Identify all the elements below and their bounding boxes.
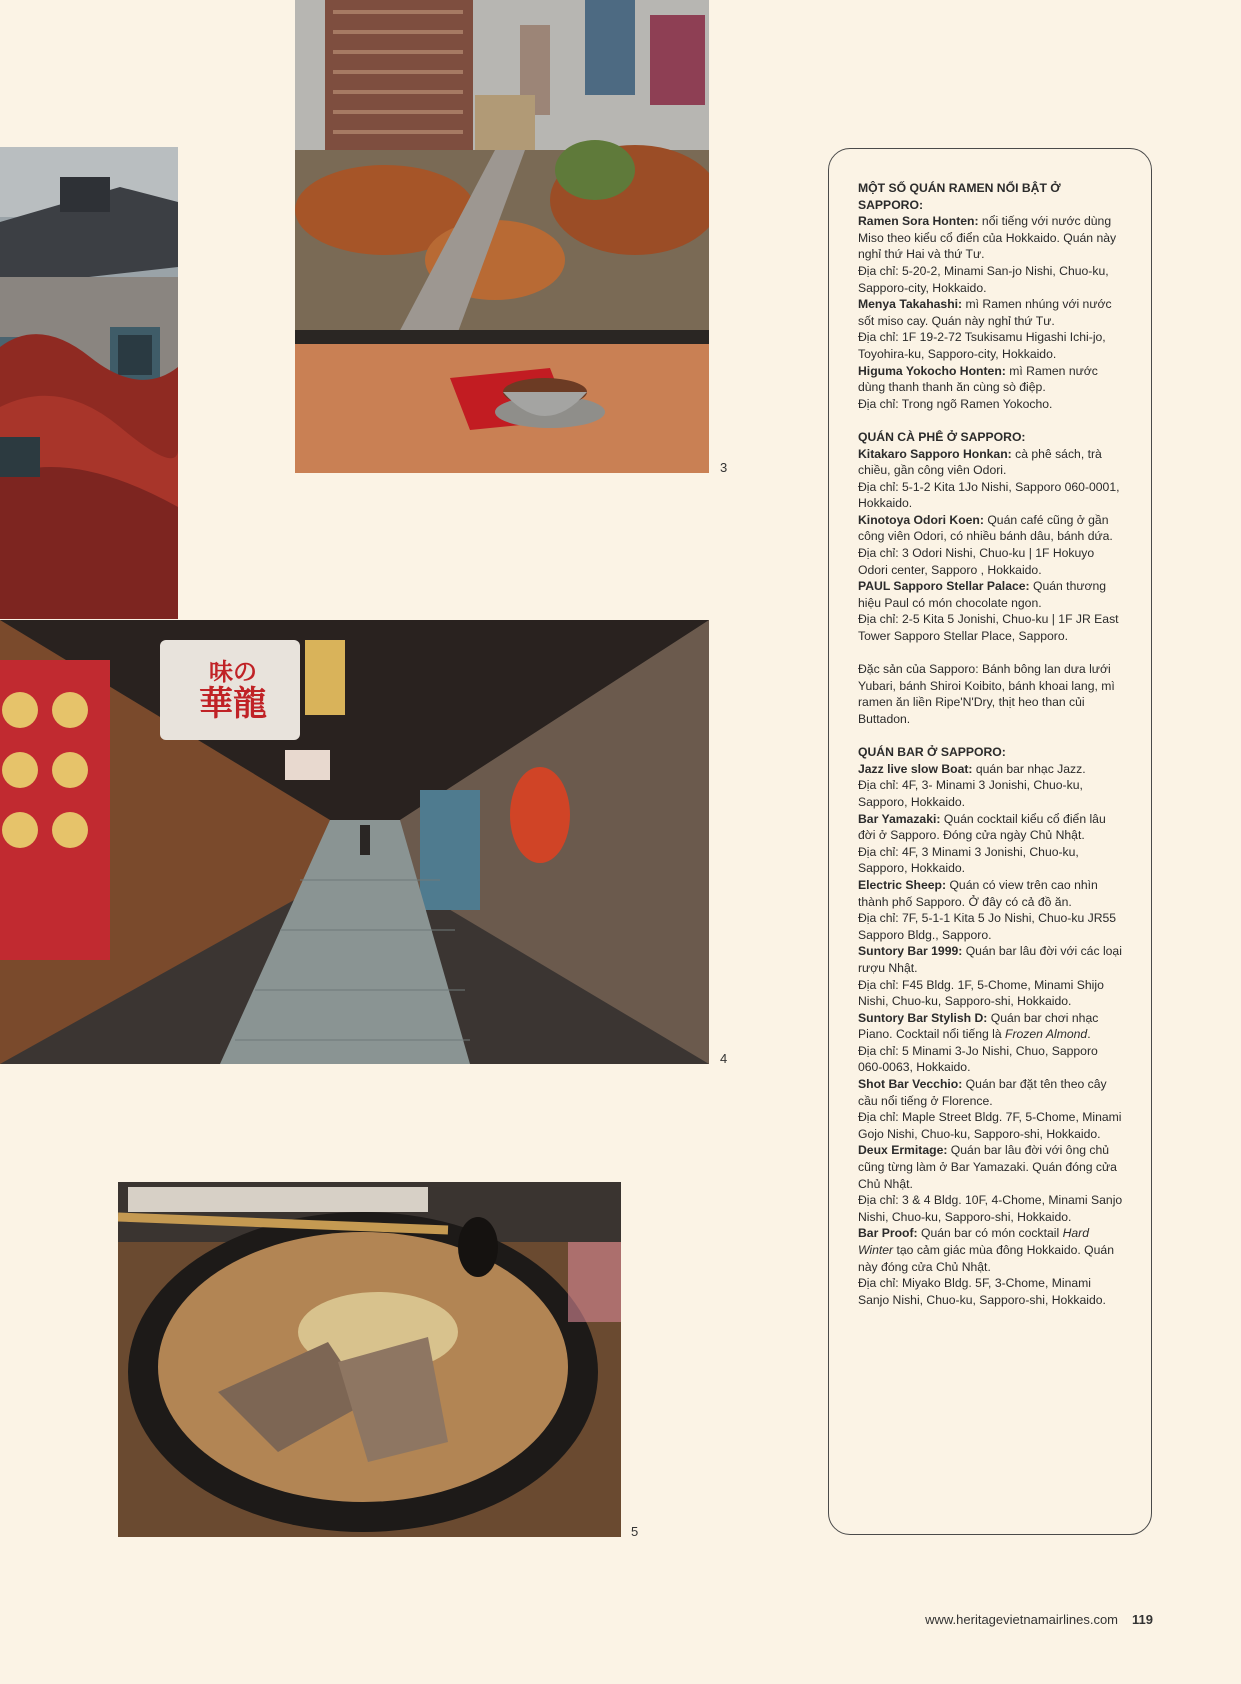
venue-entry: [858, 1142, 1123, 1225]
venue-description: nổi tiếng với nước dùng Miso theo kiểu cổ điển của Hokkaido. Quán này nghỉ thứ Hai và thứ Tư.: [858, 214, 1117, 262]
venue-name: Kinotoya Odori Koen:: [858, 512, 984, 527]
specialty-text: Đặc sản của Sapporo: Bánh bông lan dưa lưới Yubari, bánh Shiroi Koibito, bánh khoai lang, mì ramen ăn liền Ripe'N'Dry, thịt heo than củi Buttadon.: [858, 662, 1115, 726]
venue-description: Quán café cũng ở gần công viên Odori, có nhiều bánh dâu, bánh dứa.: [858, 512, 1113, 544]
venue-description: Quán thương hiệu Paul có món chocolate ngon.: [858, 579, 1107, 610]
venue-entry: [858, 943, 1123, 1009]
venue-address: Địa chỉ: Miyako Bldg. 5F, 3-Chome, Minami Sanjo Nishi, Chuo-ku, Sapporo-shi, Hokkaido.: [858, 1276, 1106, 1307]
venue-address: Địa chỉ: Trong ngõ Ramen Yokocho.: [858, 396, 1053, 411]
venue-entry: [858, 1010, 1123, 1076]
page-number: 119: [1132, 1612, 1153, 1627]
photo-sapporo-city-view: [295, 0, 709, 473]
venue-description: Quán có view trên cao nhìn thành phố Sapporo. Ở đây có cả đồ ăn.: [858, 877, 1098, 909]
bar-section-title: QUÁN BAR Ở SAPPORO:: [858, 745, 1006, 760]
venue-description: Quán bar lâu đời với các loại rượu Nhật.: [858, 944, 1122, 975]
venue-name: Bar Proof:: [858, 1226, 918, 1241]
venue-entry: [858, 213, 1123, 296]
venue-name: Bar Yamazaki:: [858, 811, 941, 826]
venue-entry: [858, 1225, 1123, 1308]
photo-ramen-alley: [0, 620, 709, 1064]
venue-name: Menya Takahashi:: [858, 297, 963, 312]
venue-name: Kitakaro Sapporo Honkan:: [858, 446, 1012, 461]
venue-description: Quán cocktail kiểu cổ điển lâu đời ở Sapporo. Đóng cửa ngày Chủ Nhật.: [858, 811, 1106, 843]
venue-entry: [858, 512, 1123, 578]
cafe-section-title: QUÁN CÀ PHÊ Ở SAPPORO:: [858, 429, 1026, 444]
cafe-list: [858, 446, 1123, 645]
venue-entry: [858, 877, 1123, 943]
venue-name: Suntory Bar 1999:: [858, 944, 963, 959]
venue-entry: [858, 761, 1123, 811]
venue-address: Địa chỉ: 5-1-2 Kita 1Jo Nishi, Sapporo 060-0001, Hokkaido.: [858, 479, 1120, 511]
venue-entry: [858, 296, 1123, 362]
caption-number-4: 4: [720, 1051, 728, 1066]
venue-description-tail: tạo cảm giác mùa đông Hokkaido. Quán này đóng cửa Chủ Nhật.: [858, 1243, 1114, 1274]
venue-name: Ramen Sora Honten:: [858, 214, 979, 229]
venue-name: Jazz live slow Boat:: [858, 761, 973, 776]
venue-name: Suntory Bar Stylish D:: [858, 1010, 988, 1025]
info-sidebar: [828, 148, 1152, 1535]
venue-name: Higuma Yokocho Honten:: [858, 363, 1006, 378]
shop-sign-text: 味の 華龍: [199, 658, 267, 724]
venue-name: Electric Sheep:: [858, 877, 947, 892]
ramen-section-title: MỘT SỐ QUÁN RAMEN NỔI BẬT Ở SAPPORO:: [858, 181, 1061, 212]
venue-entry: [858, 446, 1123, 512]
venue-address: Địa chỉ: 3 Odori Nishi, Chuo-ku | 1F Hokuyo Odori center, Sapporo , Hokkaido.: [858, 546, 1095, 577]
venue-address: Địa chỉ: 4F, 3- Minami 3 Jonishi, Chuo-ku, Sapporo, Hokkaido.: [858, 778, 1083, 809]
cocktail-name: Frozen Almond: [1005, 1027, 1088, 1042]
venue-description: Quán bar lâu đời với ông chủ cũng từng làm ở Bar Yamazaki. Quán đóng cửa Chủ Nhật.: [858, 1143, 1117, 1191]
venue-address: Địa chỉ: 5 Minami 3-Jo Nishi, Chuo, Sapporo 060-0063, Hokkaido.: [858, 1043, 1098, 1075]
page-footer: [925, 1612, 1153, 1627]
venue-description: Quán bar có món cocktail: [917, 1226, 1063, 1241]
venue-address: Địa chỉ: 7F, 5-1-1 Kita 5 Jo Nishi, Chuo-ku JR55 Sapporo Bldg., Sapporo.: [858, 911, 1117, 942]
venue-description-tail: .: [1087, 1027, 1091, 1042]
venue-description: mì Ramen nhúng với nước sốt miso cay. Quán này nghỉ thứ Tư.: [858, 297, 1112, 328]
website-link[interactable]: www.heritagevietnamairlines.com: [925, 1612, 1119, 1627]
venue-name: Shot Bar Vecchio:: [858, 1077, 963, 1092]
venue-description: mì Ramen nước dùng thanh thanh ăn cùng sò điệp.: [858, 363, 1098, 395]
venue-name: Deux Ermitage:: [858, 1143, 948, 1158]
ramen-list: [858, 213, 1123, 412]
bar-list: [858, 761, 1123, 1309]
venue-description: cà phê sách, trà chiều, gần công viên Odori.: [858, 446, 1102, 478]
venue-description: Quán bar đặt tên theo cây cầu nổi tiếng ở Florence.: [858, 1077, 1107, 1108]
photo-miso-ramen-bowl: [118, 1182, 621, 1537]
venue-entry: [858, 363, 1123, 413]
venue-entry: [858, 578, 1123, 644]
venue-address: Địa chỉ: 1F 19-2-72 Tsukisamu Higashi Ichi-jo, Toyohira-ku, Sapporo-city, Hokkaido.: [858, 330, 1106, 361]
venue-entry: [858, 1076, 1123, 1142]
caption-number-5: 5: [631, 1524, 639, 1539]
photo-brick-building-ivy: [0, 147, 178, 619]
venue-address: Địa chỉ: 5-20-2, Minami San-jo Nishi, Chuo-ku, Sapporo-city, Hokkaido.: [858, 263, 1109, 295]
venue-entry: [858, 811, 1123, 877]
venue-description: quán bar nhạc Jazz.: [972, 761, 1086, 776]
venue-address: Địa chỉ: 4F, 3 Minami 3 Jonishi, Chuo-ku, Sapporo, Hokkaido.: [858, 844, 1079, 876]
venue-description: Quán bar chơi nhạc Piano. Cocktail nổi tiếng là: [858, 1010, 1099, 1042]
caption-number-3: 3: [720, 460, 728, 475]
venue-address: Địa chỉ: Maple Street Bldg. 7F, 5-Chome, Minami Gojo Nishi, Chuo-ku, Sapporo-shi, Hokkaido.: [858, 1110, 1122, 1141]
venue-address: Địa chỉ: 2-5 Kita 5 Jonishi, Chuo-ku | 1F JR East Tower Sapporo Stellar Place, Sapporo.: [858, 612, 1119, 644]
venue-address: Địa chỉ: F45 Bldg. 1F, 5-Chome, Minami Shijo Nishi, Chuo-ku, Sapporo-shi, Hokkaido.: [858, 977, 1104, 1009]
venue-name: PAUL Sapporo Stellar Palace:: [858, 579, 1030, 594]
venue-address: Địa chỉ: 3 & 4 Bldg. 10F, 4-Chome, Minami Sanjo Nishi, Chuo-ku, Sapporo-shi, Hokkaido.: [858, 1193, 1123, 1224]
cocktail-name: Hard Winter: [858, 1226, 1089, 1257]
